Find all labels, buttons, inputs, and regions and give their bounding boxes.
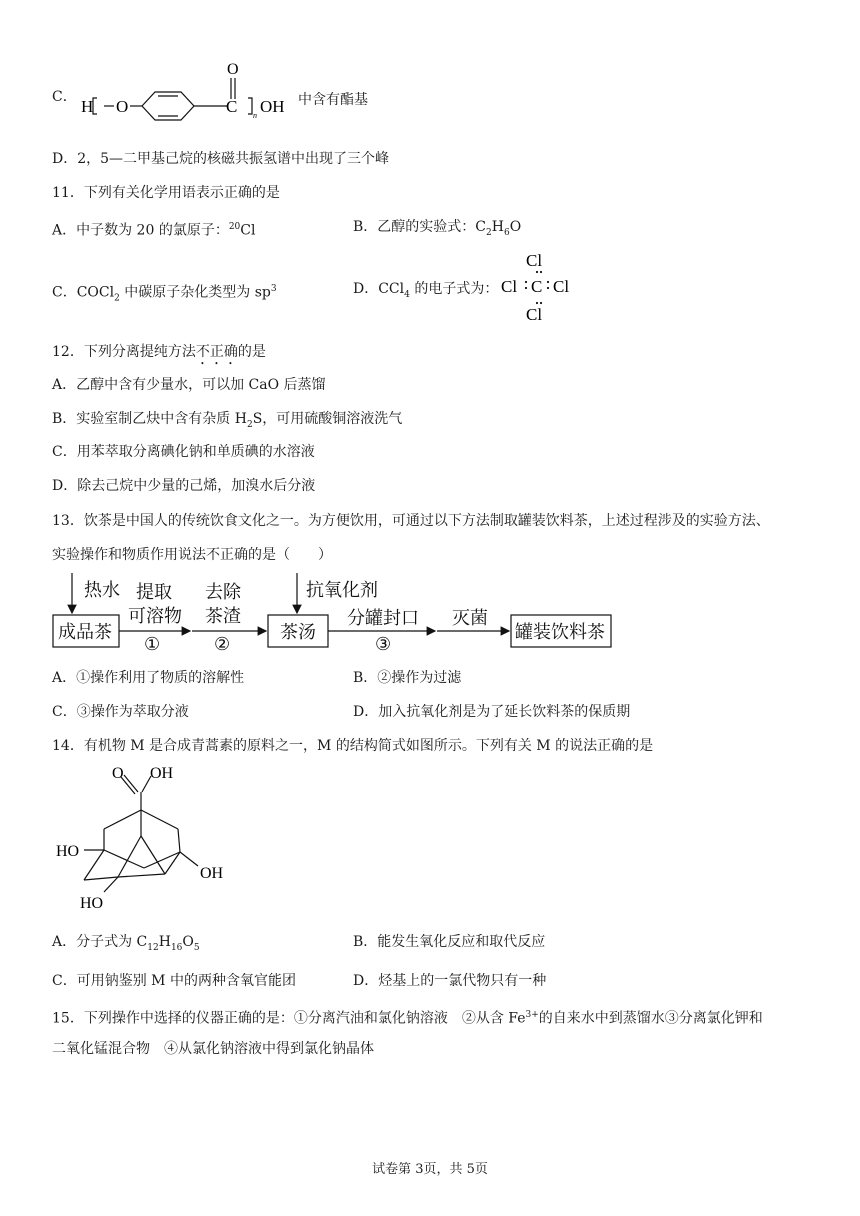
- q15-line1-a: 15．下列操作中选择的仪器正确的是：①分离汽油和氯化钠溶液 ②从含 Fe: [52, 1010, 526, 1027]
- q11-d-sub: 4: [404, 289, 410, 300]
- flow-step1-l1: 提取: [136, 582, 172, 602]
- q12-b-t0: B．实验室制乙炔中含有杂质 H: [52, 411, 247, 427]
- q13-stem-line2: 实验操作和物质作用说法不正确的是（ ）: [52, 547, 332, 563]
- q12-option-a: A．乙醇中含有少量水，可以加 CaO 后蒸馏: [52, 377, 326, 393]
- q14-a-t1: 12: [147, 942, 159, 953]
- q14-a-t2: H: [158, 934, 171, 950]
- flow-step3-n: ③: [375, 634, 392, 654]
- q10-option-c-suffix: 中含有酯基: [298, 92, 368, 108]
- q11-a-sym: Cl: [240, 222, 256, 239]
- q11-a-text: A．中子数为 20 的氯原子：: [52, 222, 229, 239]
- flow-box2-label: 茶汤: [280, 622, 316, 642]
- q14-a-t5: 5: [193, 942, 200, 953]
- q12-b-t1: 2: [246, 419, 253, 430]
- q15-line1-b: 的自来水中到蒸馏水③分离氯化钾和: [538, 1010, 763, 1027]
- q14-a-t4: O: [182, 934, 194, 950]
- flow-step4-l1: 灭菌: [452, 608, 488, 628]
- q13-option-d: D．加入抗氧化剂是为了延长饮料茶的保质期: [353, 704, 631, 720]
- flow-step3-l1: 分罐封口: [347, 608, 419, 628]
- q15-stem-line1: [52, 1006, 763, 1028]
- q10-struct-c: C: [226, 97, 238, 116]
- ccl4-cl-left: Cl: [501, 277, 518, 296]
- q11-c-t1: 2: [114, 293, 120, 304]
- q10-struct-oh: OH: [260, 97, 285, 116]
- q10-struct-carbonyl-o: O: [227, 61, 239, 78]
- ccl4-cl-right: Cl: [553, 277, 570, 296]
- q10-option-d: D．2，5—二甲基己烷的核磁共振氢谱中出现了三个峰: [52, 151, 390, 167]
- q11-option-d: [353, 280, 498, 304]
- q10-struct-h: H: [81, 97, 94, 116]
- flow-antioxidant: 抗氧化剂: [306, 580, 378, 600]
- flow-step2-l1: 去除: [205, 582, 241, 602]
- q12-b-t2: S，可用硫酸铜溶液洗气: [252, 411, 403, 427]
- m-ho-bottom: HO: [80, 895, 104, 912]
- flow-step1-n: ①: [144, 634, 161, 654]
- q11-c-t0: C．COCl: [52, 284, 115, 301]
- q11-b-t4: O: [509, 219, 522, 235]
- m-ho-left: HO: [56, 843, 80, 860]
- ccl4-cl-bottom: Cl: [526, 305, 543, 324]
- m-acid-oh: OH: [150, 765, 174, 782]
- q12-stem: [52, 343, 266, 368]
- q11-d-suffix: 的电子式为：: [409, 281, 499, 297]
- q14-a-t0: A．分子式为 C: [52, 934, 148, 950]
- q10-struct-o: O: [116, 97, 129, 116]
- q11-a-mass: 20: [228, 222, 241, 232]
- q14-stem: 14．有机物 M 是合成青蒿素的原料之一，M 的结构简式如图所示。下列有关 M 的说法正确的是: [52, 738, 654, 754]
- q11-stem: 11．下列有关化学用语表示正确的是: [52, 185, 280, 201]
- ccl4-cl-top: Cl: [526, 251, 543, 270]
- q11-c-t3: 3: [270, 284, 277, 294]
- q14-a-t3: 16: [170, 942, 183, 953]
- q12-stem-a: 12．下列分离提纯方法: [52, 344, 196, 360]
- q13-option-b: B．②操作为过滤: [353, 670, 462, 686]
- q11-d-prefix: D．CCl: [353, 281, 405, 297]
- q11-b-t0: B．乙醇的实验式：C: [353, 219, 486, 235]
- q11-c-t2: 中碳原子杂化类型为 sp: [119, 284, 271, 301]
- ccl4-c: C: [531, 277, 543, 296]
- q11-b-t1: 2: [486, 227, 492, 238]
- q12-stem-b: 的是: [237, 344, 266, 360]
- q13-option-a: A．①操作利用了物质的溶解性: [52, 670, 245, 686]
- q13-stem-line1: 13．饮茶是中国人的传统饮食文化之一。为方便饮用，可通过以下方法制取罐装饮料茶，上述过程涉及的实验方法、: [52, 513, 770, 529]
- q13-option-c: C．③操作为萃取分液: [52, 704, 189, 720]
- q12-option-d: D．除去己烷中少量的己烯，加溴水后分液: [52, 478, 316, 494]
- flow-box3-label: 罐装饮料茶: [515, 622, 605, 642]
- q14-option-d: D．烃基上的一氯代物只有一种: [353, 973, 547, 989]
- flow-box1-label: 成品茶: [58, 622, 112, 642]
- q15-line1-sup: 3+: [525, 1010, 539, 1020]
- q12-option-b: [52, 410, 402, 434]
- q11-option-a: [52, 218, 255, 240]
- m-oh-right: OH: [200, 865, 224, 882]
- q14-option-b: B．能发生氧化反应和取代反应: [353, 934, 546, 950]
- q11-b-t3: 6: [503, 227, 510, 238]
- q10-option-c-prefix: C．: [52, 89, 77, 105]
- ccl4-electron-formula: [498, 248, 588, 328]
- flow-step2-n: ②: [214, 634, 231, 654]
- q14-option-a: [52, 933, 200, 957]
- q11-option-c: [52, 280, 277, 307]
- flow-hot-water: 热水: [84, 580, 120, 600]
- q12-option-c: C．用苯萃取分离碘化钠和单质碘的水溶液: [52, 444, 315, 460]
- tea-process-flowchart: [50, 568, 620, 658]
- flow-step2-l2: 茶渣: [205, 606, 241, 626]
- page-footer: 试卷第 3页，共 5页: [372, 1162, 488, 1177]
- q14-option-c: C．可用钠鉴别 M 中的两种含氧官能团: [52, 973, 296, 989]
- flow-step1-l2: 可溶物: [128, 606, 182, 626]
- q11-b-t2: H: [491, 219, 504, 235]
- compound-m-structure: [52, 762, 242, 917]
- q10-option-c-structure: [78, 56, 298, 126]
- m-carbonyl-o: O: [112, 765, 124, 782]
- q10-struct-n: n: [253, 111, 257, 120]
- q12-stem-emphasis: 不正确: [195, 344, 238, 360]
- q15-stem-line2: 二氧化锰混合物 ④从氯化钠溶液中得到氯化钠晶体: [52, 1041, 374, 1057]
- q11-option-b: [353, 218, 521, 242]
